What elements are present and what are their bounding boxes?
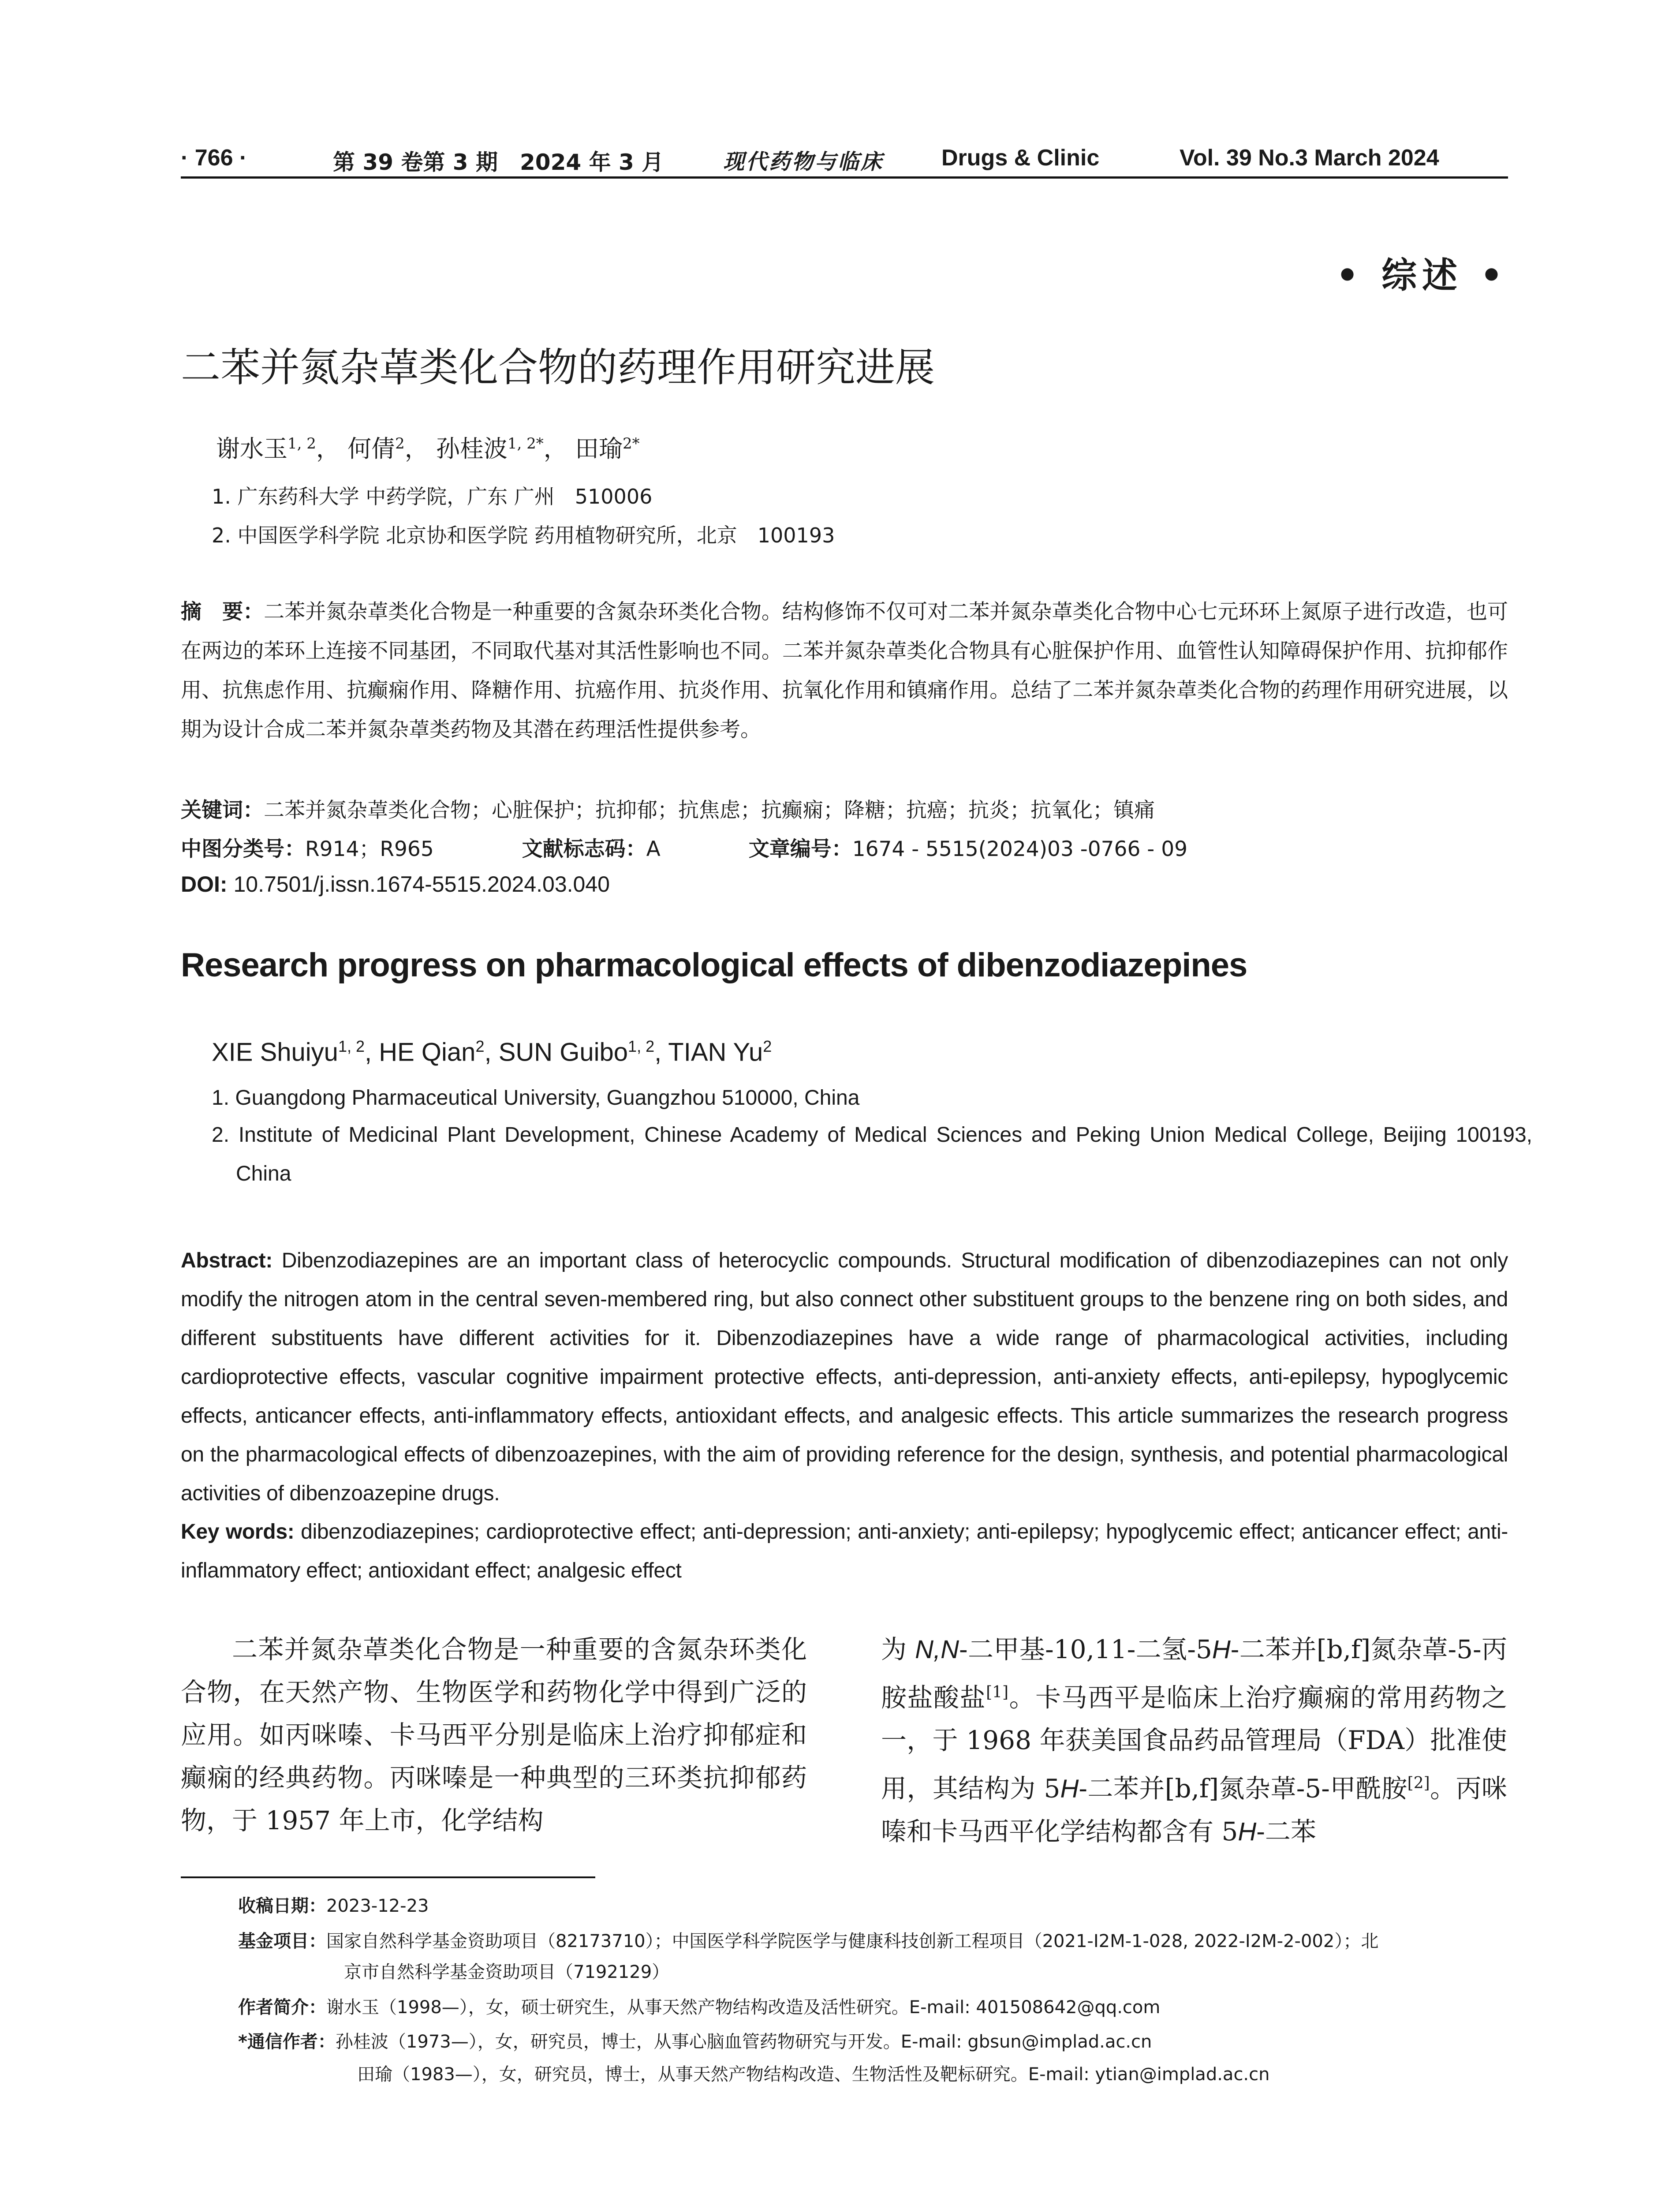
affiliation-en-1: 1. Guangdong Pharmaceutical University, Guangzhou 510000, China [212, 1086, 860, 1110]
footnote-received [238, 1892, 429, 1917]
author-list-cn: 谢水玉$^{1, 2}$， 何倩$^2$， 孙桂波$^{1, 2*}$， 田瑜$^{2*}$ [216, 435, 640, 463]
body-column-right [881, 1628, 1507, 1853]
body-text-italic: H [1212, 1635, 1231, 1664]
author-affil-sup: 2* [622, 435, 640, 452]
keywords-cn [181, 794, 1155, 823]
journal-name-cn: 现代药物与临床 [723, 149, 884, 174]
journal-name-en: Drugs & Clinic [941, 145, 1100, 171]
volume-en: Vol. 39 No.3 March 2024 [1180, 145, 1439, 171]
author-name: 谢水玉 [216, 435, 287, 463]
author-name: SUN Guibo [498, 1038, 628, 1067]
doc-code-value: A [646, 837, 661, 861]
abstract-en-label: Abstract: [181, 1249, 273, 1272]
body-column-left: 二苯并氮杂䓬类化合物是一种重要的含氮杂环类化合物，在天然产物、生物医学和药物化学中得到广泛的应用。如丙咪嗪、卡马西平分别是临床上治疗抑郁症和癫痫的经典药物。丙咪嗪是一种典型的三环类抗抑郁药物，于 1957 年上市，化学结构 [181, 1634, 807, 1835]
footnote-value: 国家自然科学基金资助项目（82173710）；中国医学科学院医学与健康科技创新工程项目（2021-I2M-1-028, 2022-I2M-2-002）；北 [326, 1931, 1379, 1951]
footnote-fund-cont: 京市自然科学基金资助项目（7192129） [344, 1962, 670, 1982]
footnote-value: 谢水玉（1998—），女，硕士研究生，从事天然产物结构改造及活性研究。E-mail: 401508642@qq.com [326, 1997, 1161, 2018]
footnote-author-bio [238, 1993, 1160, 2018]
author-name: TIAN Yu [668, 1038, 763, 1067]
author-name: 何倩 [347, 435, 396, 463]
footnote-label: 作者简介： [238, 1997, 326, 2018]
abstract-cn-text: 二苯并氮杂䓬类化合物是一种重要的含氮杂环类化合物。结构修饰不仅可对二苯并氮杂䓬类化合物中心七元环环上氮原子进行改造，也可在两边的苯环上连接不同基团，不同取代基对其活性影响也不同。二苯并氮杂䓬类化合物具有心脏保护作用、血管性认知障碍保护作用、抗抑郁作用、抗焦虑作用、抗癫痫作用、降糖作用、抗癌作用、抗炎作用、抗氧化作用和镇痛作用。总结了二苯并氮杂䓬类化合物的药理作用研究进展，以期为设计合成二苯并氮杂䓬类药物及其潜在药理活性提供参考。 [181, 600, 1508, 742]
body-text: -二苯并[b,f]氮杂䓬-5-甲酰胺 [1079, 1773, 1407, 1804]
footnote-value: 2023-12-23 [326, 1896, 429, 1916]
keywords-cn-label: 关键词： [181, 798, 264, 822]
footnote-corresponding [238, 2028, 1152, 2053]
page-title-cn: 二苯并氮杂䓬类化合物的药理作用研究进展 [181, 344, 935, 391]
author-affil-sup: 1, 2 [628, 1037, 655, 1055]
footnote-label: 收稿日期： [238, 1896, 326, 1916]
author-affil-sup: 2 [475, 1037, 485, 1055]
abstract-cn [181, 592, 1508, 749]
author-affil-sup: 2 [395, 435, 405, 452]
clc-label: 中图分类号： [181, 837, 305, 861]
page-number: · 766 · [181, 145, 247, 171]
abstract-en-text: Dibenzodiazepines are an important class of heterocyclic compounds. Structural modification of dibenzodiazepines can not only modify the nitrogen atom in the central seven-membered ring, but also connect other substituent groups to the benzene ring on both sides, and different substituents have different activities for it. Dibenzodiazepines have a wide range of pharmacological activities, including cardioprotective effects, vascular cognitive impairment protective effects, anti-depression, anti-anxiety effects, anti-epilepsy, hypoglycemic effects, anticancer effects, anti-inflammatory effects, antioxidant effects, and analgesic effects. This article summarizes the research progress on the pharmacological effects of dibenzoazepines, with the aim of providing reference for the design, synthesis, and potential pharmacological activities of dibenzoazepine drugs. [181, 1249, 1508, 1505]
citation-ref[interactable]: [1] [986, 1683, 1009, 1701]
author-affil-sup: 2 [763, 1037, 772, 1055]
body-text: 。卡马西平是临床上治疗癫痫的常用药物之一，于 1968 年获美国食品药品管理局（FDA）批准使用，其结构为 5 [881, 1682, 1507, 1804]
article-no-label: 文章编号： [748, 837, 852, 861]
author-affil-sup: 1, 2 [338, 1037, 365, 1055]
abstract-en [181, 1241, 1508, 1513]
footnote-fund [238, 1927, 1378, 1952]
doi-line [181, 871, 610, 897]
author-name: HE Qian [379, 1038, 476, 1067]
author-name: XIE Shuiyu [212, 1038, 338, 1067]
footnote-label: *通信作者： [238, 2032, 336, 2052]
body-text: 为 [881, 1634, 915, 1664]
body-text-italic: N,N [915, 1635, 959, 1664]
body-text: -二苯并[b,f]氮杂䓬-5-丙胺盐酸盐 [881, 1634, 1508, 1713]
clc-value: R914；R965 [305, 837, 434, 861]
classification-line [181, 833, 1187, 862]
author-affil-sup: 1, 2* [507, 435, 544, 452]
body-text: -二甲基-10,11-二氢-5 [959, 1634, 1212, 1664]
section-badge: • 综述 • [1336, 255, 1508, 296]
footnote-label: 基金项目： [238, 1931, 326, 1951]
footnote-divider [181, 1876, 595, 1878]
footnote-corresponding-2: 田瑜（1983—），女，研究员，博士，从事天然产物结构改造、生物活性及靶标研究。E-mail: ytian@implad.ac.cn [357, 2064, 1270, 2085]
citation-ref[interactable]: [2] [1407, 1774, 1430, 1793]
body-text: -二苯 [1256, 1816, 1316, 1846]
author-name: 孙桂波 [436, 435, 508, 463]
keywords-en [181, 1513, 1508, 1590]
body-text-italic: H [1238, 1817, 1257, 1846]
author-affil-sup: 1, 2 [287, 435, 316, 452]
affiliation-cn-2: 2. 中国医学科学院 北京协和医学院 药用植物研究所，北京 100193 [212, 523, 835, 547]
affiliation-en-2: 2. Institute of Medicinal Plant Development, Chinese Academy of Medical Sciences and Peking Union Medical College, Beijing 100193, China [212, 1123, 1532, 1185]
body-text-italic: H [1060, 1774, 1079, 1803]
running-header [181, 140, 1508, 179]
doi-link[interactable]: 10.7501/j.issn.1674-5515.2024.03.040 [233, 872, 610, 897]
author-name: 田瑜 [575, 435, 623, 463]
body-text: 。丙咪嗪和卡马西平化学结构都含有 5 [881, 1773, 1507, 1846]
keywords-en-text: dibenzodiazepines; cardioprotective effect; anti-depression; anti-anxiety; anti-epilepsy; hypoglycemic effect; anticancer effect; anti-inflammatory effect; antioxidant effect; analgesic effect [181, 1520, 1508, 1582]
volume-cn: 第 39 卷第 3 期 2024 年 3 月 [333, 149, 664, 175]
keywords-cn-text: 二苯并氮杂䓬类化合物；心脏保护；抗抑郁；抗焦虑；抗癫痫；降糖；抗癌；抗炎；抗氧化；镇痛 [264, 798, 1155, 822]
page-title-en: Research progress on pharmacological effects of dibenzodiazepines [181, 946, 1247, 984]
affiliation-cn-1: 1. 广东药科大学 中药学院，广东 广州 510006 [212, 485, 653, 508]
abstract-cn-label: 摘 要： [181, 600, 264, 624]
doc-code-label: 文献标志码： [522, 837, 646, 861]
author-list-en: XIE Shuiyu$^{1, 2}$, HE Qian$^2$, SUN Guibo$^{1, 2}$, TIAN Yu$^2$ [212, 1037, 772, 1067]
article-no-value: 1674 - 5515(2024)03 -0766 - 09 [852, 837, 1188, 861]
keywords-en-label: Key words: [181, 1520, 295, 1544]
footnote-value: 孙桂波（1973—），女，研究员，博士，从事心脑血管药物研究与开发。E-mail: gbsun@implad.ac.cn [335, 2032, 1152, 2052]
doi-label: DOI: [181, 872, 228, 897]
